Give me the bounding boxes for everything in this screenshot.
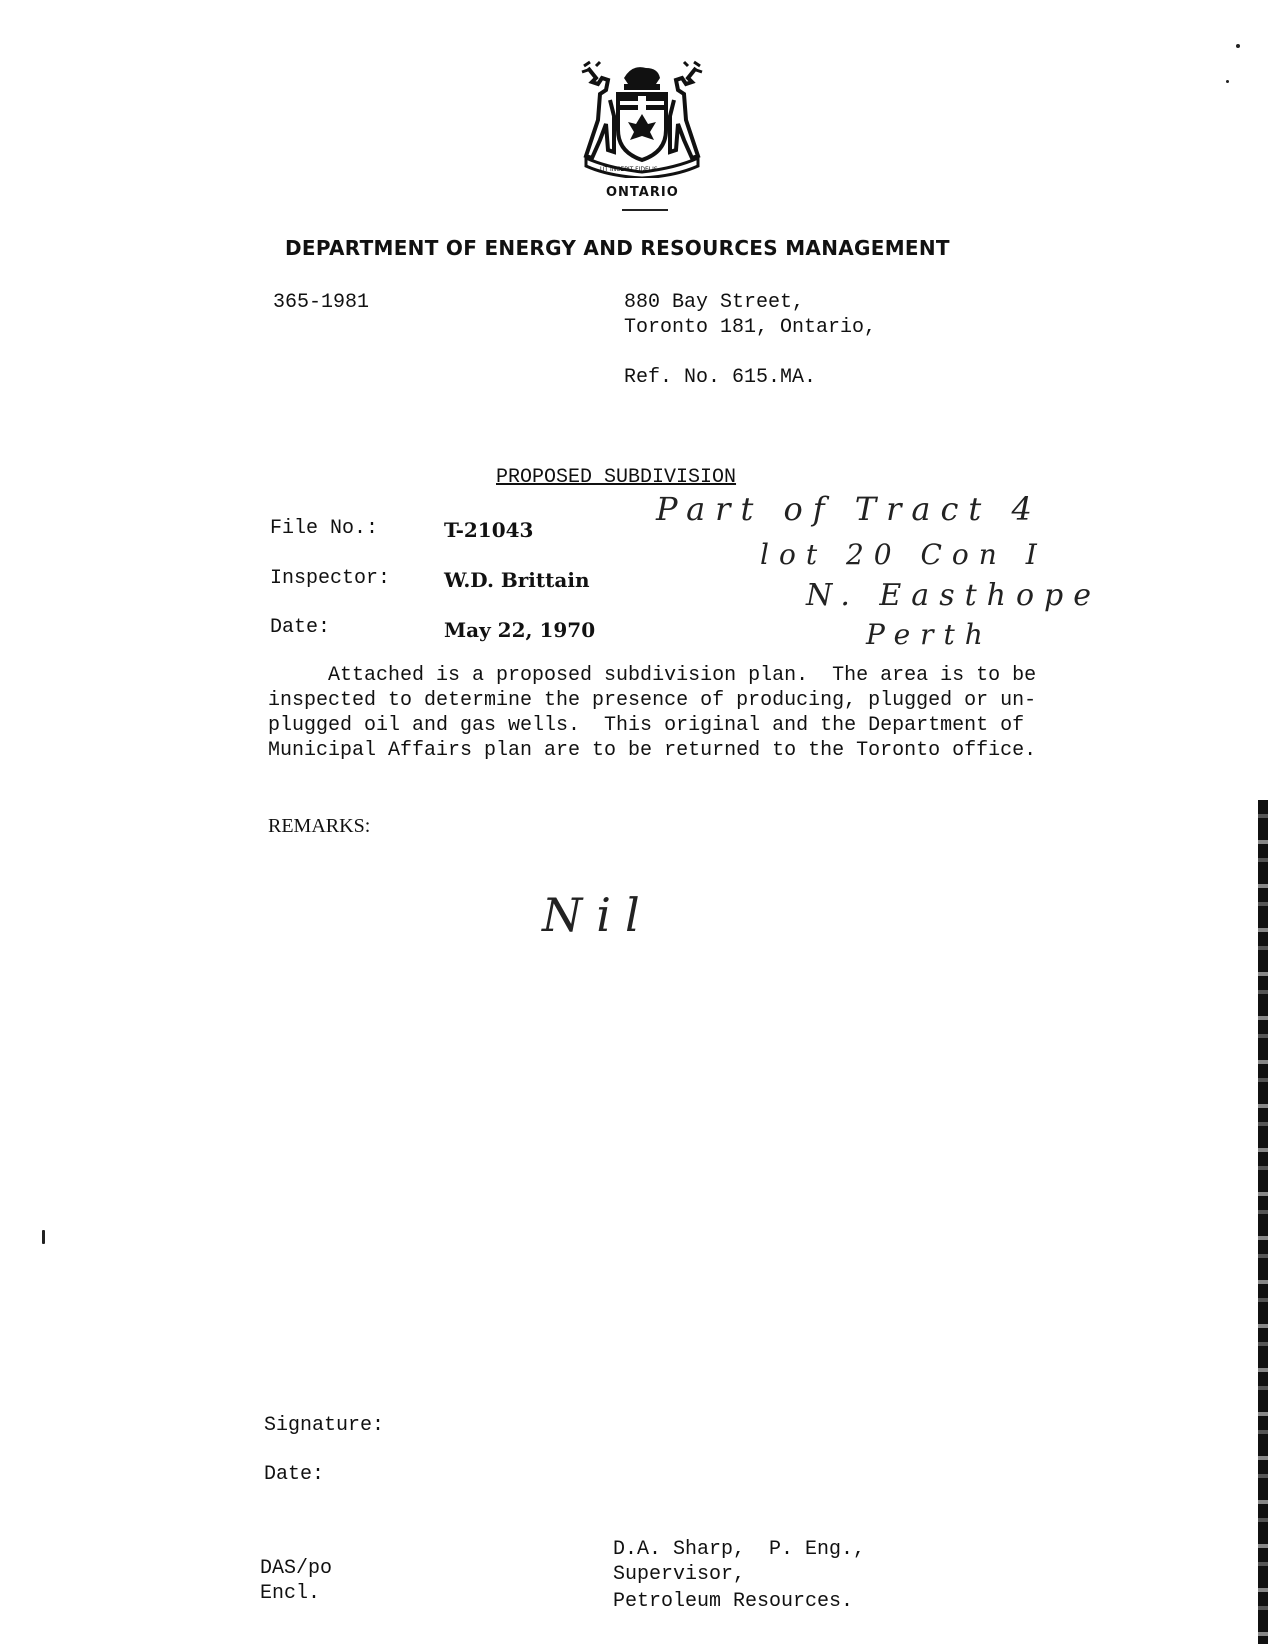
body-line: plugged oil and gas wells. This original and the Department of — [268, 714, 1025, 737]
remarks-label: REMARKS: — [268, 815, 371, 837]
scan-speck — [1226, 80, 1229, 83]
remarks-handwritten: Nil — [542, 888, 654, 942]
scan-edge-shadow — [1258, 800, 1268, 1644]
date-label: Date: — [270, 616, 331, 639]
signature-date-label: Date: — [264, 1463, 325, 1486]
province-name: ONTARIO — [606, 185, 679, 200]
address-line-1: 880 Bay Street, — [624, 291, 805, 314]
inspector-value: W.D. Brittain — [444, 568, 590, 592]
body-paragraph — [268, 663, 1088, 763]
document-heading: PROPOSED SUBDIVISION — [496, 466, 737, 489]
department-heading: DEPARTMENT OF ENERGY AND RESOURCES MANAGEMENT — [285, 236, 950, 260]
scan-speck — [42, 1230, 45, 1244]
scan-speck — [1236, 44, 1240, 48]
handwritten-location-line-4: Perth — [866, 618, 993, 651]
svg-text:UT INCEPIT FIDELIS: UT INCEPIT FIDELIS — [600, 166, 658, 173]
body-line: Attached is a proposed subdivision plan. The area is to be — [268, 664, 1037, 687]
date-value: May 22, 1970 — [444, 618, 596, 642]
handwritten-location-line-1: Part of Tract 4 — [656, 490, 1042, 528]
body-line: Municipal Affairs plan are to be returned to the Toronto office. — [268, 739, 1037, 762]
handwritten-location-line-2: lot 20 Con I — [760, 538, 1047, 571]
phone-number: 365-1981 — [273, 291, 370, 314]
signatory-line-3: Petroleum Resources. — [613, 1590, 854, 1613]
address-line-2: Toronto 181, Ontario, — [624, 316, 877, 339]
typist-initials: DAS/po — [260, 1557, 333, 1580]
signature-label: Signature: — [264, 1414, 385, 1437]
handwritten-location-line-3: N. Easthope — [806, 578, 1101, 613]
province-rule — [622, 209, 668, 211]
reference-number: Ref. No. 615.MA. — [624, 366, 817, 389]
enclosure-note: Encl. — [260, 1582, 321, 1605]
file-value: T-21043 — [444, 518, 534, 542]
inspector-label: Inspector: — [270, 567, 391, 590]
signatory-line-2: Supervisor, — [613, 1563, 746, 1586]
signatory-line-1: D.A. Sharp, P. Eng., — [613, 1538, 866, 1561]
file-label: File No.: — [270, 517, 379, 540]
ontario-coat-of-arms-icon — [578, 60, 706, 178]
body-line: inspected to determine the presence of producing, plugged or un- — [268, 689, 1037, 712]
